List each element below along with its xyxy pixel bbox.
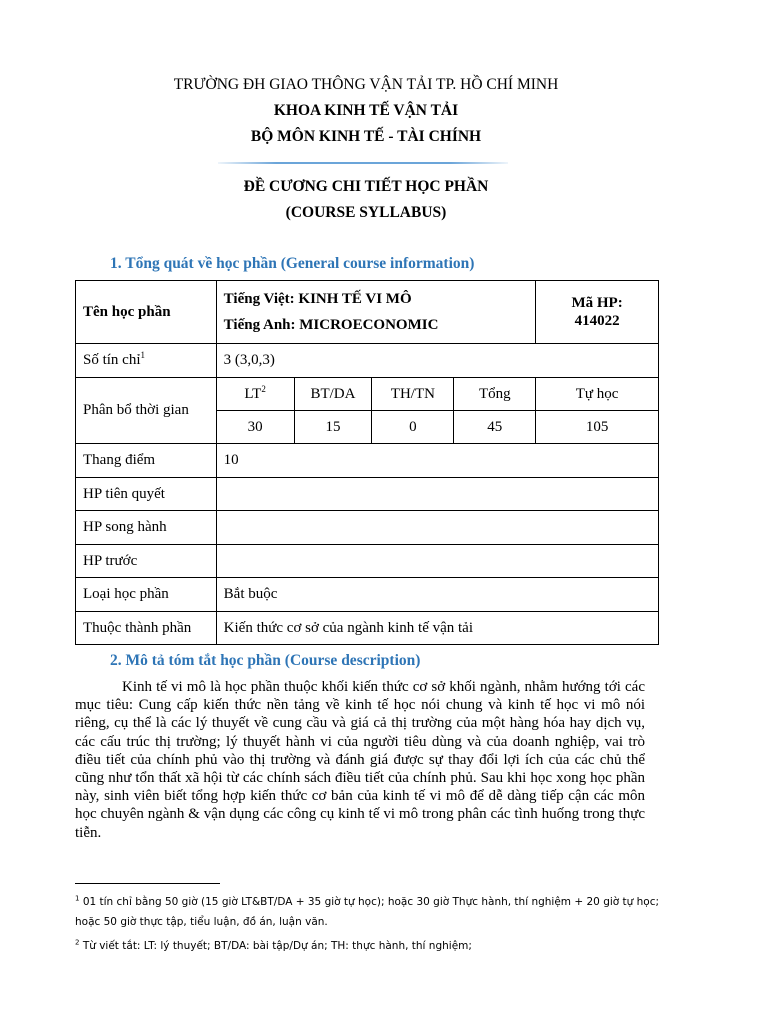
- course-name-vi: Tiếng Việt: KINH TẾ VI MÔ: [223, 291, 412, 307]
- table-row: [76, 478, 659, 511]
- course-name-label: Tên học phần: [76, 281, 217, 344]
- time-value-bt: 15: [294, 411, 372, 444]
- footnote-ref-1: 1: [140, 350, 146, 360]
- knowledge-block-value: Kiến thức cơ sở của ngành kinh tế vận tải: [216, 612, 658, 645]
- credits-label: Số tín chỉ$^1$: [76, 344, 217, 378]
- knowledge-block-label: Thuộc thành phần: [76, 612, 217, 645]
- table-row: [76, 511, 659, 545]
- time-value-total: 45: [454, 411, 536, 444]
- table-row: [76, 281, 659, 344]
- time-allocation-label: Phân bổ thời gian: [76, 378, 217, 444]
- corequisite-label: HP song hành: [76, 511, 217, 545]
- section-1-title: Tổng quát về học phần (General course information): [125, 255, 475, 272]
- faculty-name: KHOA KINH TẾ VẬN TẢI: [273, 102, 459, 119]
- table-row: [76, 378, 659, 411]
- grading-scale-label: Thang điểm: [76, 444, 217, 478]
- course-type-value: Bắt buộc: [216, 578, 658, 612]
- prerequisite-label: HP tiên quyết: [76, 478, 217, 511]
- grading-scale-value: 10: [216, 444, 658, 478]
- section-1-heading: [110, 255, 474, 273]
- section-2-heading: 2. Mô tả tóm tắt học phần (Course description): [110, 652, 421, 669]
- footnote-ref-2: 2: [261, 383, 266, 394]
- section-1-number: 1.: [110, 255, 122, 272]
- time-header-total: Tổng: [454, 378, 536, 411]
- document-title: ĐỀ CƯƠNG CHI TIẾT HỌC PHẦN: [243, 178, 489, 195]
- time-header-bt: BT/DA: [294, 378, 372, 411]
- credits-value: 3 (3,0,3): [216, 344, 658, 378]
- corequisite-value: [216, 511, 658, 545]
- table-row: [76, 344, 659, 378]
- course-code-cell: [536, 281, 659, 344]
- time-value-self: 105: [536, 411, 659, 444]
- footnote-separator: [75, 883, 220, 884]
- prerequisite-value: [216, 478, 658, 511]
- time-header-th: TH/TN: [372, 378, 454, 411]
- course-info-table: [75, 280, 659, 645]
- table-row: [76, 545, 659, 578]
- time-value-lt: 30: [216, 411, 294, 444]
- table-row: [76, 612, 659, 645]
- table-row: [76, 578, 659, 612]
- course-name-en: Tiếng Anh: MICROECONOMIC: [223, 317, 439, 333]
- university-name: TRƯỜNG ĐH GIAO THÔNG VẬN TẢI TP. HỒ CHÍ MINH: [173, 76, 559, 93]
- time-header-self: Tự học: [536, 378, 659, 411]
- course-description: Kinh tế vi mô là học phần thuộc khối kiến thức cơ sở khối ngành, nhằm hướng tới các mục tiêu: Cung cấp kiến thức nền tảng về kinh tế học nói chung và kinh tế học vi mô nói riêng, cụ thể là các lý thuyết về cung cầu và giá cả thị trường của một hàng hóa hay dịch vụ, các cấu trúc thị trường; lý thuyết hành vi của người tiêu dùng và của doanh nghiệp, vai trò điều tiết của chính phủ vào thị trường và đánh giá được sự thay đổi lợi ích của các chủ thể cũng như tổn thất xã hội từ các chính sách điều tiết của chính phủ. Sau khi học xong học phần này, sinh viên biết tổng hợp kiến thức cơ bản của kinh tế vi mô để dễ dàng tiếp cận các môn học chuyên ngành & vận dụng các công cụ kinh tế vi mô trong phân các tình huống trong thực tiễn.: [75, 679, 645, 841]
- prior-course-value: [216, 545, 658, 578]
- course-type-label: Loại học phần: [76, 578, 217, 612]
- course-name-cell: [216, 281, 536, 344]
- table-row: [76, 444, 659, 478]
- course-code: 414022: [574, 313, 620, 329]
- time-header-lt: $LT^2$: [216, 378, 294, 411]
- footnote-1: $^1$ 01 tín chỉ bằng 50 giờ (15 giờ LT&BT/DA + 35 giờ tự học); hoặc 30 giờ Thực hành, thí nghiệm + 20 giờ tự học; hoặc 50 giờ thực tập, tiểu luận, đồ án, luận văn.: [75, 894, 660, 928]
- footnote-2: $^2$ Từ viết tắt: LT: lý thuyết; BT/DA: bài tập/Dự án; TH: thực hành, thí nghiệm;: [75, 938, 472, 952]
- time-value-th: 0: [372, 411, 454, 444]
- department-name: BỘ MÔN KINH TẾ - TÀI CHÍNH: [250, 128, 482, 145]
- document-subtitle: (COURSE SYLLABUS): [285, 204, 447, 221]
- header-divider: [218, 162, 508, 164]
- course-code-label: Mã HP:: [571, 295, 623, 311]
- prior-course-label: HP trước: [76, 545, 217, 578]
